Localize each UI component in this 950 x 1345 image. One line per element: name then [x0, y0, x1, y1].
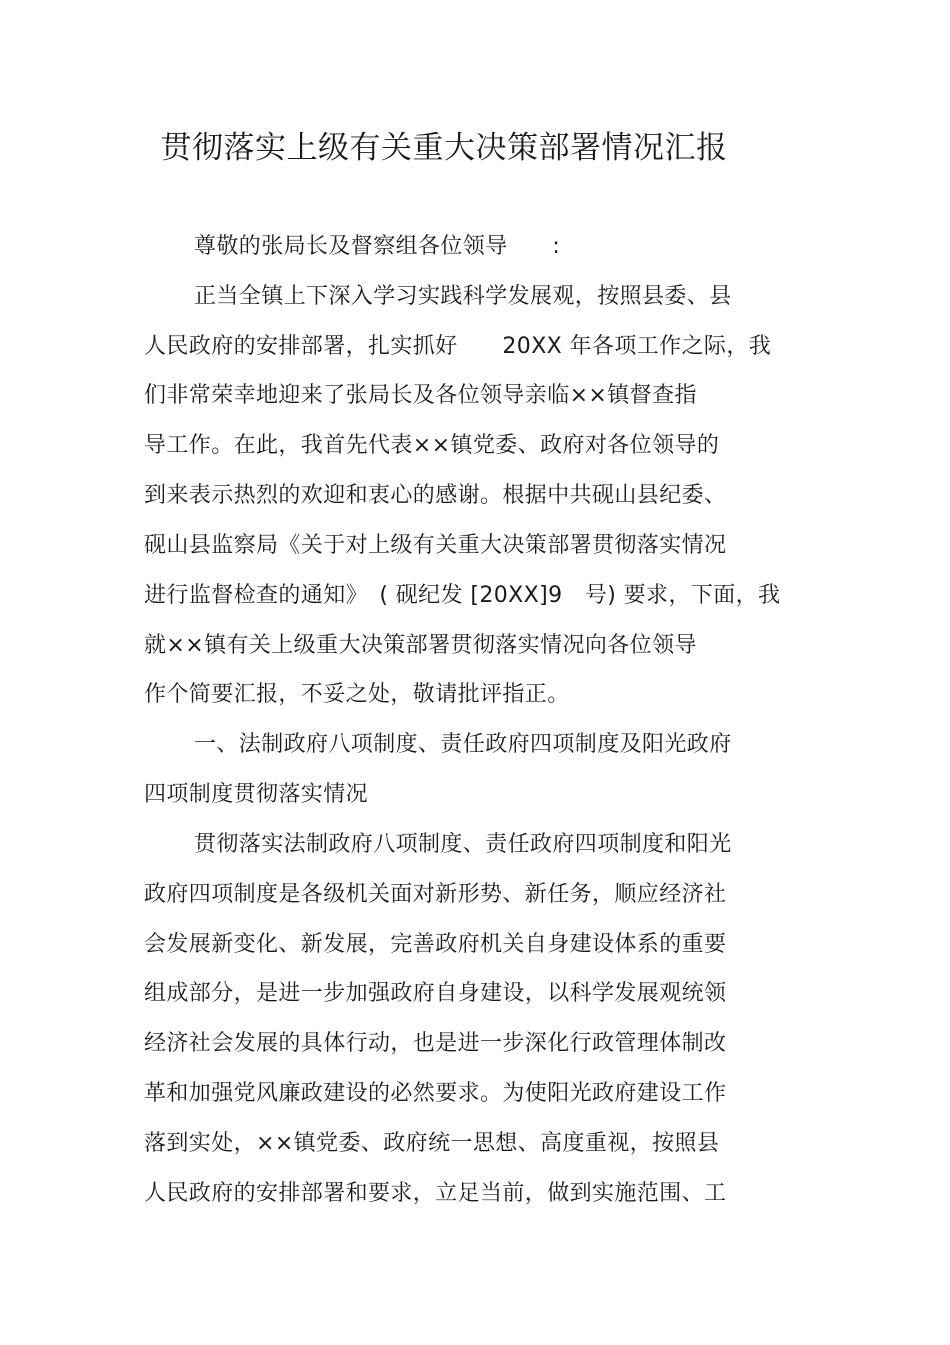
body-line: 到来表示热烈的欢迎和衷心的感谢。根据中共砚山县纪委、: [144, 483, 727, 508]
body-line: 正当全镇上下深入学习实践科学发展观，按照县委、县: [194, 284, 732, 309]
document-title: 贯彻落实上级有关重大决策部署情况汇报: [160, 130, 728, 166]
section-heading: 一、法制政府八项制度、责任政府四项制度及阳光政府: [194, 732, 732, 757]
body-line: 革和加强党风廉政建设的必然要求。为使阳光政府建设工作: [144, 1081, 727, 1106]
body-line: 人民政府的安排部署和要求，立足当前，做到实施范围、工: [144, 1181, 727, 1206]
body-line: 组成部分，是进一步加强政府自身建设，以科学发展观统领: [144, 981, 727, 1006]
body-line: 人民政府的安排部署，扎实抓好 20XX 年各项工作之际，我: [144, 334, 772, 359]
body-line: 经济社会发展的具体行动，也是进一步深化行政管理体制改: [144, 1031, 727, 1056]
body-line: 政府四项制度是各级机关面对新形势、新任务，顺应经济社: [144, 882, 727, 907]
section-heading: 四项制度贯彻落实情况: [144, 782, 369, 807]
body-line: 进行监督检查的通知》 ( 砚纪发 [20XX]9 号) 要求，下面，我: [144, 583, 781, 608]
body-line: 会发展新变化、新发展，完善政府机关自身建设体系的重要: [144, 932, 727, 957]
body-line: 就××镇有关上级重大决策部署贯彻落实情况向各位领导: [144, 633, 697, 658]
body-line: 落到实处，××镇党委、政府统一思想、高度重视，按照县: [144, 1131, 720, 1156]
body-line: 砚山县监察局《关于对上级有关重大决策部署贯彻落实情况: [144, 533, 727, 558]
salutation-line: 尊敬的张局长及督察组各位领导 :: [194, 234, 561, 259]
body-line: 贯彻落实法制政府八项制度、责任政府四项制度和阳光: [194, 832, 732, 857]
body-line: 作个简要汇报，不妥之处，敬请批评指正。: [144, 682, 570, 707]
body-line: 导工作。在此，我首先代表××镇党委、政府对各位领导的: [144, 433, 720, 458]
body-line: 们非常荣幸地迎来了张局长及各位领导亲临××镇督查指: [144, 383, 697, 408]
